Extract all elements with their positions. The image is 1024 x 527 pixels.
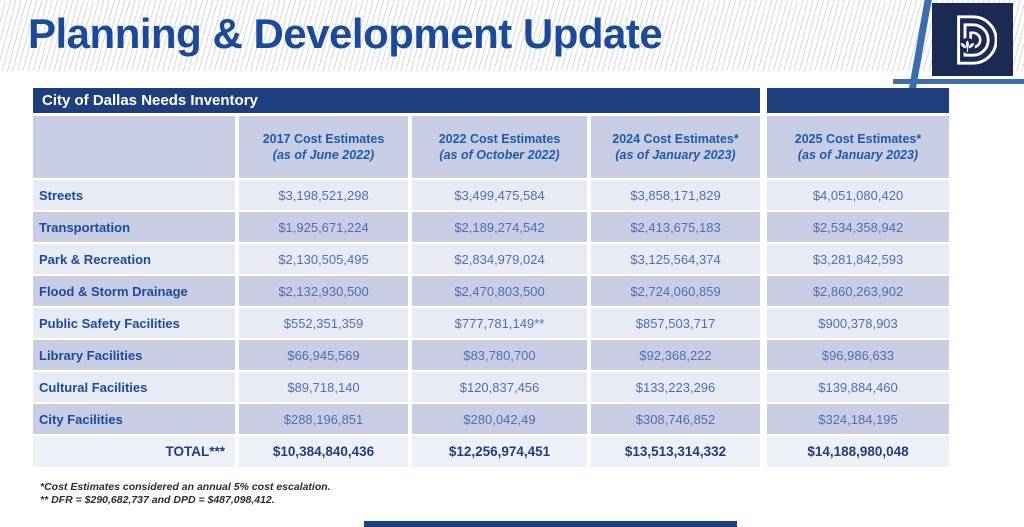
- column-header-2017: [239, 116, 408, 178]
- cost-value: $2,413,675,183: [591, 212, 760, 242]
- cost-value: $96,986,633: [767, 340, 949, 370]
- total-value: $14,188,980,048: [767, 436, 949, 467]
- cost-value: $3,499,475,584: [412, 180, 587, 210]
- footnote-escalation: *Cost Estimates considered an annual 5% cost escalation.: [40, 481, 331, 493]
- table-row-total: [33, 436, 953, 467]
- cost-value: $83,780,700: [412, 340, 587, 370]
- cost-value: $139,884,460: [767, 372, 949, 402]
- cost-value: $3,858,171,829: [591, 180, 760, 210]
- row-label: City Facilities: [33, 404, 235, 434]
- cost-value: $92,368,222: [591, 340, 760, 370]
- table-row-transportation: [33, 212, 953, 242]
- cost-value: $2,132,930,500: [239, 276, 408, 306]
- cost-value: $66,945,569: [239, 340, 408, 370]
- cost-value: $308,746,852: [591, 404, 760, 434]
- column-header-subtitle: (as of January 2023): [615, 148, 736, 162]
- cost-value: $2,470,803,500: [412, 276, 587, 306]
- column-header-subtitle: (as of June 2022): [272, 148, 375, 162]
- column-header-title: 2024 Cost Estimates*: [612, 132, 739, 146]
- footnote-dfr-dpd: ** DFR = $290,682,737 and DPD = $487,098,412.: [40, 493, 275, 506]
- cost-value: $552,351,359: [239, 308, 408, 338]
- cost-value: $2,860,263,902: [767, 276, 949, 306]
- column-header-title: 2022 Cost Estimates: [438, 132, 561, 146]
- cost-value: $777,781,149**: [412, 308, 587, 338]
- cost-value: $2,130,505,495: [239, 244, 408, 274]
- total-value: $12,256,974,451: [412, 436, 587, 467]
- cost-value: $2,834,979,024: [412, 244, 587, 274]
- column-header-subtitle: (as of October 2022): [439, 148, 560, 162]
- table-title-bar-2025: [767, 88, 949, 113]
- table-row-public-safety: [33, 308, 953, 338]
- column-header-subtitle: (as of January 2023): [797, 148, 919, 162]
- column-header-row: [33, 116, 953, 178]
- cost-value: $4,051,080,420: [767, 180, 949, 210]
- cost-value: $3,125,564,374: [591, 244, 760, 274]
- row-label: Transportation: [33, 212, 235, 242]
- total-value: $13,513,314,332: [591, 436, 760, 467]
- total-value: $10,384,840,436: [239, 436, 408, 467]
- cost-value: $280,042,49: [412, 404, 587, 434]
- column-header-2024: [591, 116, 760, 178]
- cost-value: $324,184,195: [767, 404, 949, 434]
- table-title-row: [33, 88, 953, 113]
- row-label: Flood & Storm Drainage: [33, 276, 235, 306]
- table-row-flood-storm-drainage: [33, 276, 953, 306]
- footer-bar: [364, 521, 737, 527]
- table-row-park-recreation: [33, 244, 953, 274]
- needs-inventory-table: [33, 88, 953, 469]
- table-title: City of Dallas Needs Inventory: [42, 92, 258, 109]
- column-header-title: 2025 Cost Estimates*: [794, 132, 922, 146]
- column-header-title: 2017 Cost Estimates: [262, 132, 385, 146]
- cost-value: $89,718,140: [239, 372, 408, 402]
- city-of-dallas-logo: [932, 3, 1013, 76]
- table-row-cultural: [33, 372, 953, 402]
- table-title-bar: [33, 88, 760, 113]
- table-row-library: [33, 340, 953, 370]
- row-label: Cultural Facilities: [33, 372, 235, 402]
- column-header-2022: [412, 116, 587, 178]
- slide-title: Planning & Development Update: [28, 10, 663, 57]
- table-row-streets: [33, 180, 953, 210]
- cost-value: $2,724,060,859: [591, 276, 760, 306]
- total-label: TOTAL***: [33, 436, 235, 467]
- dallas-d-icon: [949, 11, 997, 69]
- row-label: Park & Recreation: [33, 244, 235, 274]
- cost-value: $2,534,358,942: [767, 212, 949, 242]
- cost-value: $120,837,456: [412, 372, 587, 402]
- row-label: Library Facilities: [33, 340, 235, 370]
- cost-value: $3,198,521,298: [239, 180, 408, 210]
- row-label: Public Safety Facilities: [33, 308, 235, 338]
- column-header-2025: [767, 116, 949, 178]
- cost-value: $857,503,717: [591, 308, 760, 338]
- cost-value: $133,223,296: [591, 372, 760, 402]
- row-label: Streets: [33, 180, 235, 210]
- table-row-city-facilities: [33, 404, 953, 434]
- logo-underline: [893, 79, 1024, 84]
- column-header-spacer: [33, 116, 235, 178]
- cost-value: $2,189,274,542: [412, 212, 587, 242]
- cost-value: $288,196,851: [239, 404, 408, 434]
- cost-value: $900,378,903: [767, 308, 949, 338]
- cost-value: $1,925,671,224: [239, 212, 408, 242]
- footnotes: [40, 481, 331, 506]
- cost-value: $3,281,842,593: [767, 244, 949, 274]
